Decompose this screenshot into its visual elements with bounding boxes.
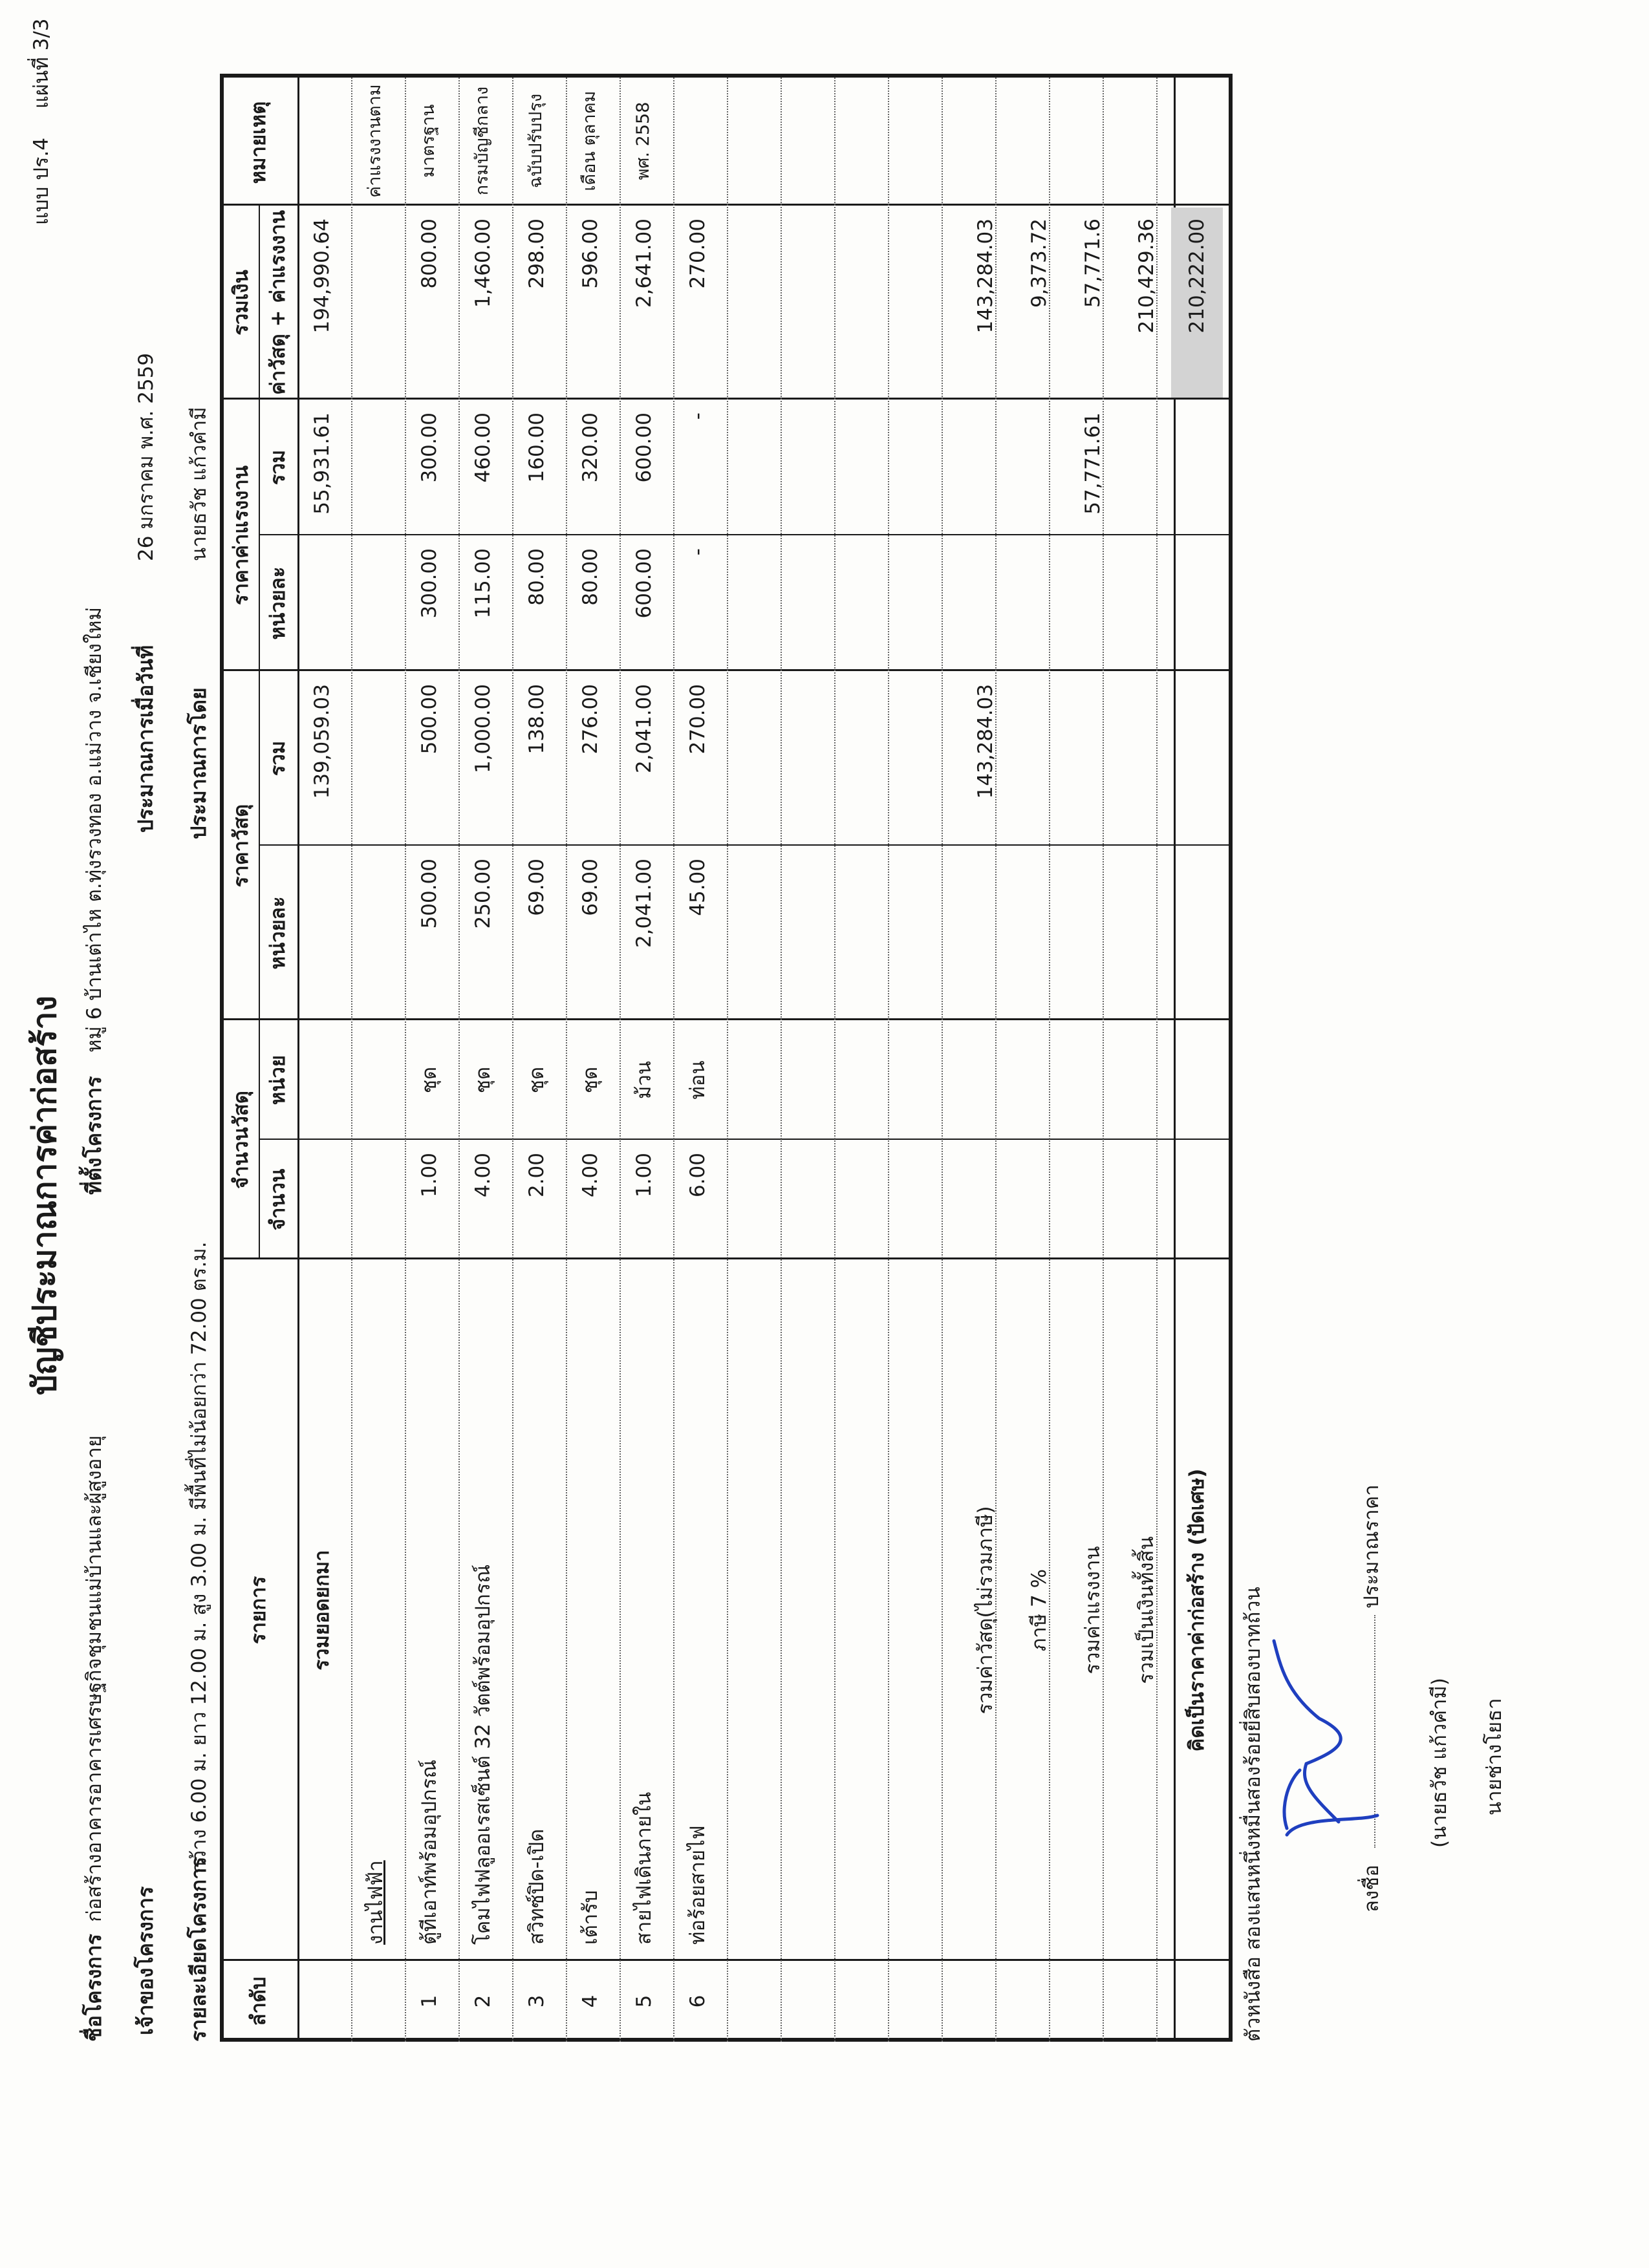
sheet-number: แผ่นที่ 3/3 xyxy=(30,18,53,109)
item-qty: 2.00 xyxy=(525,1153,548,1198)
item-lab-total: 320.00 xyxy=(579,412,602,483)
carried-sum: 194,990.64 xyxy=(310,219,334,334)
item-mat-unit: 250.00 xyxy=(471,859,495,929)
estimate-date: 26 มกราคม พ.ศ. 2559 xyxy=(135,352,158,561)
item-mat-unit: 45.00 xyxy=(686,859,709,916)
item-mat-unit: 2,041.00 xyxy=(632,859,656,948)
carried-lab-total: 55,931.61 xyxy=(310,412,334,515)
item-sum: 2,641.00 xyxy=(632,219,656,308)
item-name: โคมไฟฟลูออเรสเซ็นต์ 32 วัตต์พร้อมอุปกรณ์ xyxy=(471,1564,495,1945)
col-seq: ลำดับ xyxy=(247,1976,270,2026)
table-border-top xyxy=(220,78,224,2042)
item-note: ค่าแรงงานตาม xyxy=(365,84,385,198)
row-divider xyxy=(727,78,728,2042)
estimator-name: นายธวัช แก้วคำมี xyxy=(188,407,211,561)
item-unit: ชุด xyxy=(525,1066,548,1094)
grand-total-value: 210,429.36 xyxy=(1135,219,1158,334)
row-divider xyxy=(458,78,460,2042)
col-unit: หน่วย xyxy=(266,1054,290,1106)
col-lab-total: รวม xyxy=(266,449,290,486)
detail-label: รายละเอียดโครงการ xyxy=(186,1856,211,2042)
item-lab-unit: 80.00 xyxy=(579,548,602,606)
col-mat-unit: หน่วยละ xyxy=(266,896,290,970)
item-lab-unit: - xyxy=(686,548,709,556)
item-sum: 270.00 xyxy=(686,219,709,289)
item-lab-total: 600.00 xyxy=(632,412,656,483)
item-lab-total: 460.00 xyxy=(471,412,495,483)
page-title: บัญชีประมาณการค่าก่อสร้าง xyxy=(26,995,63,1395)
signer-name: (นายธวัช แก้วคำมี) xyxy=(1428,1678,1451,1848)
item-unit: ท่อน xyxy=(686,1060,709,1100)
column-line xyxy=(220,669,1229,671)
row-divider xyxy=(512,78,513,2042)
item-unit: ชุด xyxy=(579,1066,602,1094)
table-border-bottom xyxy=(1229,78,1233,2042)
item-no: 5 xyxy=(632,1995,656,2008)
item-unit: ม้วน xyxy=(632,1060,656,1100)
item-name: สวิทซ์ปิด-เปิด xyxy=(525,1828,548,1945)
item-lab-unit: 600.00 xyxy=(632,548,656,619)
total-labor-sum: 57,771.6 xyxy=(1081,219,1105,308)
item-mat-unit: 500.00 xyxy=(418,859,441,929)
rounded-label: คิดเป็นราคาค่าก่อสร้าง (ปัดเศษ) xyxy=(1185,1468,1209,1752)
header-bottom-line xyxy=(297,78,299,2042)
item-note: กรมบัญชีกลาง xyxy=(472,86,492,196)
location-value: หมู่ 6 บ้านเต่าไห ต.ทุ่งรวงทอง อ.แม่วาง จ.เชียงใหม่ xyxy=(83,606,106,1053)
row-divider xyxy=(620,78,621,2042)
item-note: ฉบับปรับปรุง xyxy=(526,93,546,189)
item-mat-total: 276.00 xyxy=(579,684,602,754)
total-labor-lab: 57,771.61 xyxy=(1081,412,1105,515)
row-divider xyxy=(351,78,352,2042)
item-lab-total: 160.00 xyxy=(525,412,548,483)
total-material-label: รวมค่าวัสดุ(ไม่รวมภาษี) xyxy=(974,1506,997,1715)
total-labor-label: รวมค่าแรงงาน xyxy=(1081,1546,1105,1674)
item-sum: 596.00 xyxy=(579,219,602,289)
item-lab-total: - xyxy=(686,412,709,420)
project-name: ก่อสร้างอาคารอาคารเศรษฐกิจชุมชนแม่บ้านและผู้สูงอายุ xyxy=(83,1435,106,1922)
form-code: แบบ ปร.4 xyxy=(30,137,53,225)
col-sum-group: รวมเงิน xyxy=(230,270,253,336)
project-detail: กว้าง 6.00 ม. ยาว 12.00 ม. สูง 3.00 ม. มีพื้นที่ไม่น้อยกว่า 72.00 ตร.ม. xyxy=(188,1241,211,1874)
column-line xyxy=(220,1959,1229,1961)
item-name: เต้ารับ xyxy=(579,1890,602,1945)
project-label: ชื่อโครงการ xyxy=(81,1934,106,2042)
item-qty: 4.00 xyxy=(471,1153,495,1198)
col-sum-sub: ค่าวัสดุ + ค่าแรงงาน xyxy=(266,210,290,395)
column-line xyxy=(259,844,1229,846)
item-mat-unit: 69.00 xyxy=(579,859,602,916)
row-divider xyxy=(781,78,782,2042)
item-sum: 298.00 xyxy=(525,219,548,289)
column-line xyxy=(259,1139,1229,1140)
total-material-mat: 143,284.03 xyxy=(974,684,997,799)
item-no: 3 xyxy=(525,1995,548,2008)
total-material-sum: 143,284.03 xyxy=(974,219,997,334)
row-divider xyxy=(834,78,835,2042)
item-no: 6 xyxy=(686,1995,709,2008)
item-qty: 6.00 xyxy=(686,1153,709,1198)
item-name: ท่อร้อยสายไฟ xyxy=(686,1825,709,1945)
item-no: 1 xyxy=(418,1995,441,2008)
item-mat-total: 2,041.00 xyxy=(632,684,656,774)
column-line xyxy=(220,398,1229,400)
item-no: 2 xyxy=(471,1995,495,2008)
vat-label: ภาษี 7 % xyxy=(1028,1568,1051,1652)
owner-label: เจ้าของโครงการ xyxy=(133,1886,158,2035)
col-mat-group: ราคาวัสดุ xyxy=(230,804,253,888)
col-mat-total: รวม xyxy=(266,740,290,776)
col-lab-group: ราคาค่าแรงงาน xyxy=(230,465,253,605)
item-qty: 1.00 xyxy=(632,1153,656,1198)
row-divider xyxy=(673,78,674,2042)
item-mat-unit: 69.00 xyxy=(525,859,548,916)
date-label: ประมาณการเมื่อวันที่ xyxy=(133,645,158,833)
item-lab-unit: 80.00 xyxy=(525,548,548,606)
item-lab-unit: 300.00 xyxy=(418,548,441,619)
col-item: รายการ xyxy=(247,1576,270,1645)
row-divider xyxy=(888,78,889,2042)
item-sum: 800.00 xyxy=(418,219,441,289)
col-qty-group: จำนวนวัสดุ xyxy=(230,1091,253,1189)
item-no: 4 xyxy=(579,1995,602,2008)
location-label: ที่ตั้งโครงการ xyxy=(81,1076,106,1195)
item-lab-unit: 115.00 xyxy=(471,548,495,619)
amount-in-words: ตัวหนังสือ สองแสนหนึ่งหมื่นสองร้อยยี่สิบสองบาทถ้วน xyxy=(1242,1587,1265,2042)
rounded-value: 210,222.00 xyxy=(1185,219,1209,334)
col-lab-unit: หน่วยละ xyxy=(266,566,290,640)
item-unit: ชุด xyxy=(418,1066,441,1094)
table-border-left xyxy=(220,2038,1233,2042)
vat-value: 9,373.72 xyxy=(1028,219,1051,308)
item-unit: ชุด xyxy=(471,1066,495,1094)
row-divider xyxy=(942,78,943,2042)
item-mat-total: 138.00 xyxy=(525,684,548,754)
section-title: งานไฟฟ้า xyxy=(364,1860,387,1945)
item-mat-total: 1,000.00 xyxy=(471,684,495,774)
signer-position: นายช่างโยธา xyxy=(1483,1698,1506,1815)
subheader-line xyxy=(259,206,260,1259)
row-divider xyxy=(405,78,406,2042)
estimator-label: ประมาณการโดย xyxy=(186,687,211,839)
item-name: สายไฟเดินภายใน xyxy=(632,1792,656,1945)
item-note: มาตรฐาน xyxy=(418,104,438,178)
table-border-right xyxy=(220,74,1233,78)
col-note: หมายเหตุ xyxy=(247,101,270,184)
item-name: ตู้ทีเอาท์พร้อมอุปกรณ์ xyxy=(418,1759,441,1945)
column-line xyxy=(220,204,1229,206)
item-lab-total: 300.00 xyxy=(418,412,441,483)
item-note: เดือน ตุลาคม xyxy=(579,91,599,191)
column-line xyxy=(220,1018,1229,1020)
item-mat-total: 270.00 xyxy=(686,684,709,754)
grand-total-label: รวมเป็นเงินทั้งสิ้น xyxy=(1135,1536,1158,1684)
carried-label: รวมยอดยกมา xyxy=(310,1550,334,1671)
carried-mat-total: 139,059.03 xyxy=(310,684,334,799)
item-sum: 1,460.00 xyxy=(471,219,495,308)
row-divider xyxy=(566,78,567,2042)
item-note: พศ. 2558 xyxy=(633,102,653,180)
sign-label: ลงชื่อ xyxy=(1360,1865,1383,1912)
col-qty: จำนวน xyxy=(266,1168,290,1231)
column-line xyxy=(220,1257,1229,1259)
item-qty: 4.00 xyxy=(579,1153,602,1198)
handwritten-signature xyxy=(1261,1615,1390,1861)
item-mat-total: 500.00 xyxy=(418,684,441,754)
item-qty: 1.00 xyxy=(418,1153,441,1198)
sign-role: ประมาณราคา xyxy=(1360,1484,1383,1609)
